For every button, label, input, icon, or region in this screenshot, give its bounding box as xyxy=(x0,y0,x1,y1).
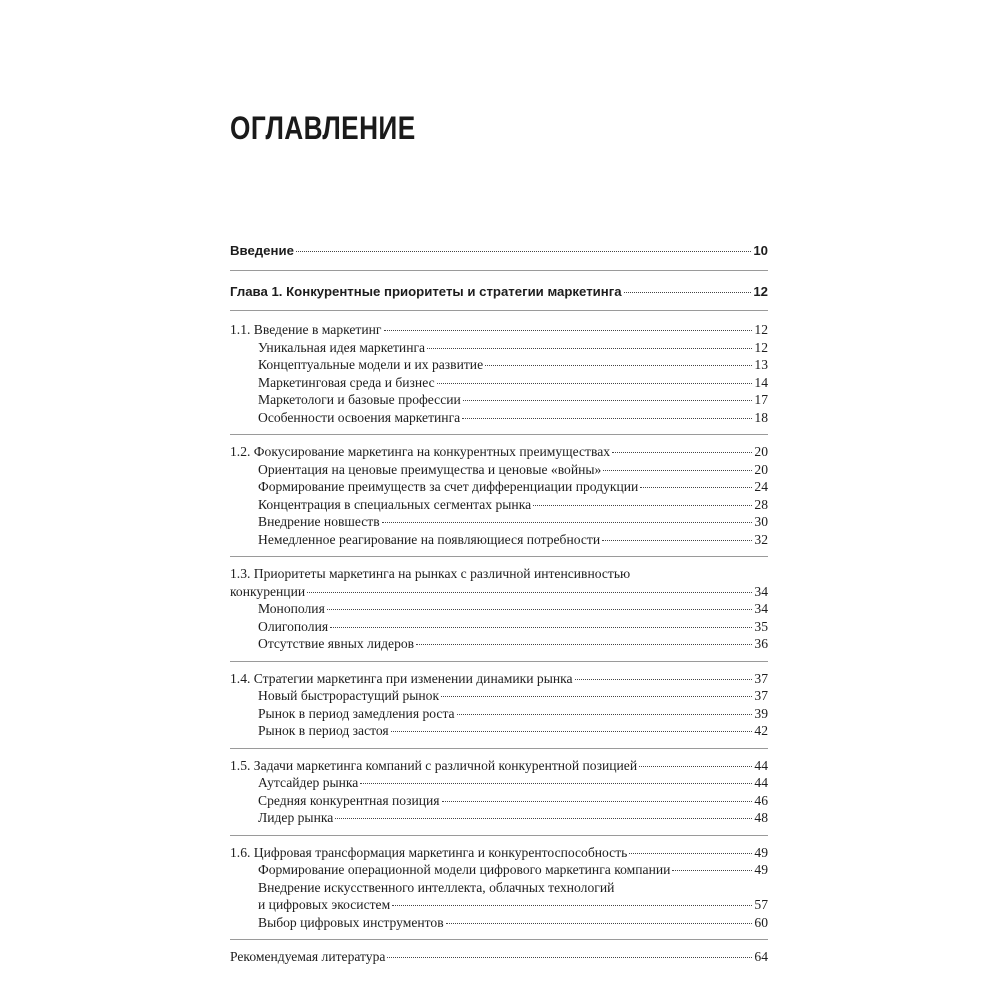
toc-page-number: 42 xyxy=(754,723,768,738)
toc-entry-subsection[interactable] xyxy=(230,722,768,740)
dot-leader xyxy=(387,957,752,958)
toc-entry-subsection[interactable] xyxy=(230,478,768,496)
dot-leader xyxy=(442,801,753,802)
toc-entry-subsection[interactable] xyxy=(230,374,768,392)
toc-entry-subsection[interactable] xyxy=(230,600,768,618)
toc-entry-section-1-6[interactable] xyxy=(230,844,768,862)
toc-label: Новый быстрорастущий рынок xyxy=(258,688,440,703)
toc-entry-section-1-3-line1[interactable] xyxy=(230,565,768,583)
toc-label: Концептуальные модели и их развитие xyxy=(258,357,484,372)
toc-label: конкуренции xyxy=(230,583,306,599)
toc-page-number: 20 xyxy=(754,461,768,477)
toc-label: Маркетинговая среда и бизнес xyxy=(258,374,435,390)
toc-page-number: 34 xyxy=(754,583,768,599)
toc-page-number: 30 xyxy=(754,514,768,529)
toc-page-number: 39 xyxy=(754,705,768,721)
toc-label: Рынок в период застоя xyxy=(258,723,389,738)
toc-entry-subsection[interactable] xyxy=(230,391,768,409)
dot-leader xyxy=(612,452,752,453)
toc-label: Формирование преимуществ за счет дифференциации продукции xyxy=(258,479,639,494)
dot-leader xyxy=(446,923,753,924)
toc-page-number: 17 xyxy=(754,392,768,407)
toc-label: Глава 1. Конкурентные приоритеты и стратегии маркетинга xyxy=(230,283,622,299)
toc-page-number: 44 xyxy=(754,775,768,790)
dot-leader xyxy=(533,505,752,506)
dot-leader xyxy=(427,348,752,349)
toc-label: Маркетологи и базовые профессии xyxy=(258,392,461,407)
dot-leader xyxy=(639,766,752,767)
toc-page-number: 49 xyxy=(754,862,768,877)
toc-entry-subsection[interactable] xyxy=(230,792,768,810)
dot-leader xyxy=(457,714,753,715)
toc-entry-section-1-1[interactable] xyxy=(230,321,768,339)
toc-page-number: 37 xyxy=(754,670,768,686)
toc-label: Монополия xyxy=(258,601,325,616)
toc-page-number: 35 xyxy=(754,618,768,634)
dot-leader xyxy=(575,679,753,680)
dot-leader xyxy=(603,470,752,471)
toc-label: 1.4. Стратегии маркетинга при изменении динамики рынка xyxy=(230,670,573,686)
dot-leader xyxy=(441,696,752,697)
dot-leader xyxy=(335,818,752,819)
toc-entry-subsection-line1[interactable] xyxy=(230,879,768,897)
toc-page-number: 13 xyxy=(754,357,768,372)
toc-label: 1.3. Приоритеты маркетинга на рынках с различной интенсивностью xyxy=(230,566,631,581)
dot-leader xyxy=(382,522,753,523)
toc-entry-intro[interactable] xyxy=(230,242,768,260)
toc-entry-subsection[interactable] xyxy=(230,774,768,792)
toc-page-number: 37 xyxy=(754,688,768,703)
toc-label: 1.6. Цифровая трансформация маркетинга и конкурентоспособность xyxy=(230,844,628,860)
toc-label: 1.5. Задачи маркетинга компаний с различной конкурентной позицией xyxy=(230,757,638,773)
toc-entry-subsection[interactable] xyxy=(230,635,768,653)
toc-label: Отсутствие явных лидеров xyxy=(258,636,415,651)
toc-label: Внедрение новшеств xyxy=(258,514,380,529)
dot-leader xyxy=(672,870,752,871)
toc-label: Лидер рынка xyxy=(258,810,334,825)
dot-leader xyxy=(392,905,752,906)
dot-leader xyxy=(602,540,752,541)
toc-entry-subsection[interactable] xyxy=(230,531,768,549)
toc-entry-subsection[interactable] xyxy=(230,496,768,514)
toc-entry-subsection[interactable] xyxy=(230,861,768,879)
toc-entry-chapter-1[interactable] xyxy=(230,283,768,301)
toc-label: Олигополия xyxy=(258,618,329,634)
toc-label: Введение xyxy=(230,243,294,258)
toc-label: Немедленное реагирование на появляющиеся потребности xyxy=(258,531,601,547)
toc-label: Уникальная идея маркетинга xyxy=(258,339,426,355)
toc-entry-subsection[interactable] xyxy=(230,513,768,531)
toc-page-number: 36 xyxy=(754,636,768,651)
toc-label: Концентрация в специальных сегментах рынка xyxy=(258,496,532,512)
toc-entry-subsection[interactable] xyxy=(230,618,768,636)
toc-entry-section-1-5[interactable] xyxy=(230,757,768,775)
toc-entry-section-1-2[interactable] xyxy=(230,443,768,461)
toc-page-number: 20 xyxy=(754,444,768,459)
toc-label: 1.2. Фокусирование маркетинга на конкурентных преимуществах xyxy=(230,444,611,459)
toc-page-number: 28 xyxy=(754,496,768,512)
dot-leader xyxy=(437,383,753,384)
dot-leader xyxy=(296,251,751,252)
page-title: ОГЛАВЛЕНИЕ xyxy=(230,110,416,146)
toc-page-number: 32 xyxy=(754,531,768,547)
toc-page-number: 14 xyxy=(754,374,768,390)
toc-page-number: 18 xyxy=(754,409,768,425)
toc-page-number: 60 xyxy=(754,914,768,930)
dot-leader xyxy=(624,292,752,293)
toc-page-number: 44 xyxy=(754,757,768,773)
toc-label: Ориентация на ценовые преимущества и ценовые «войны» xyxy=(258,461,602,477)
toc-entry-section-1-4[interactable] xyxy=(230,670,768,688)
toc-label: Аутсайдер рынка xyxy=(258,775,359,790)
toc-page-number: 34 xyxy=(754,601,768,616)
toc-entry-subsection[interactable] xyxy=(230,687,768,705)
toc-entry-subsection[interactable] xyxy=(230,356,768,374)
toc-page-number: 24 xyxy=(754,479,768,494)
toc-entry-literature[interactable] xyxy=(230,948,768,966)
dot-leader xyxy=(360,783,752,784)
dot-leader xyxy=(629,853,752,854)
toc-page-number: 12 xyxy=(753,283,768,299)
toc-label: Формирование операционной модели цифрового маркетинга компании xyxy=(258,862,671,877)
dot-leader xyxy=(307,592,752,593)
toc-label: 1.1. Введение в маркетинг xyxy=(230,322,382,337)
toc-label: Средняя конкурентная позиция xyxy=(258,792,440,808)
dot-leader xyxy=(462,418,752,419)
toc-entry-subsection[interactable] xyxy=(230,896,768,914)
toc-entry-subsection[interactable] xyxy=(230,339,768,357)
toc-label: Рекомендуемая литература xyxy=(230,949,386,964)
toc-label: и цифровых экосистем xyxy=(258,897,391,912)
toc-page-number: 10 xyxy=(753,243,768,258)
toc-page-number: 12 xyxy=(754,339,768,355)
dot-leader xyxy=(384,330,753,331)
toc-entry-subsection[interactable] xyxy=(230,705,768,723)
toc-page-number: 46 xyxy=(754,792,768,808)
toc-entry-subsection[interactable] xyxy=(230,914,768,932)
toc-entry-subsection[interactable] xyxy=(230,409,768,427)
dot-leader xyxy=(330,627,752,628)
dot-leader xyxy=(485,365,752,366)
toc-page-number: 48 xyxy=(754,810,768,825)
dot-leader xyxy=(463,400,753,401)
toc-label: Особенности освоения маркетинга xyxy=(258,409,461,425)
dot-leader xyxy=(416,644,752,645)
toc-label: Рынок в период замедления роста xyxy=(258,705,455,721)
toc-label: Выбор цифровых инструментов xyxy=(258,914,444,930)
dot-leader xyxy=(327,609,753,610)
toc-entry-subsection[interactable] xyxy=(230,461,768,479)
toc-label: Внедрение искусственного интеллекта, облачных технологий xyxy=(258,879,615,895)
toc-page-number: 49 xyxy=(754,844,768,860)
toc-page-number: 57 xyxy=(754,897,768,912)
toc-page-number: 64 xyxy=(754,949,768,964)
toc-entry-section-1-3[interactable] xyxy=(230,583,768,601)
dot-leader xyxy=(391,731,753,732)
toc-entry-subsection[interactable] xyxy=(230,809,768,827)
dot-leader xyxy=(640,487,752,488)
toc-page-number: 12 xyxy=(754,322,768,337)
table-of-contents xyxy=(230,242,768,966)
